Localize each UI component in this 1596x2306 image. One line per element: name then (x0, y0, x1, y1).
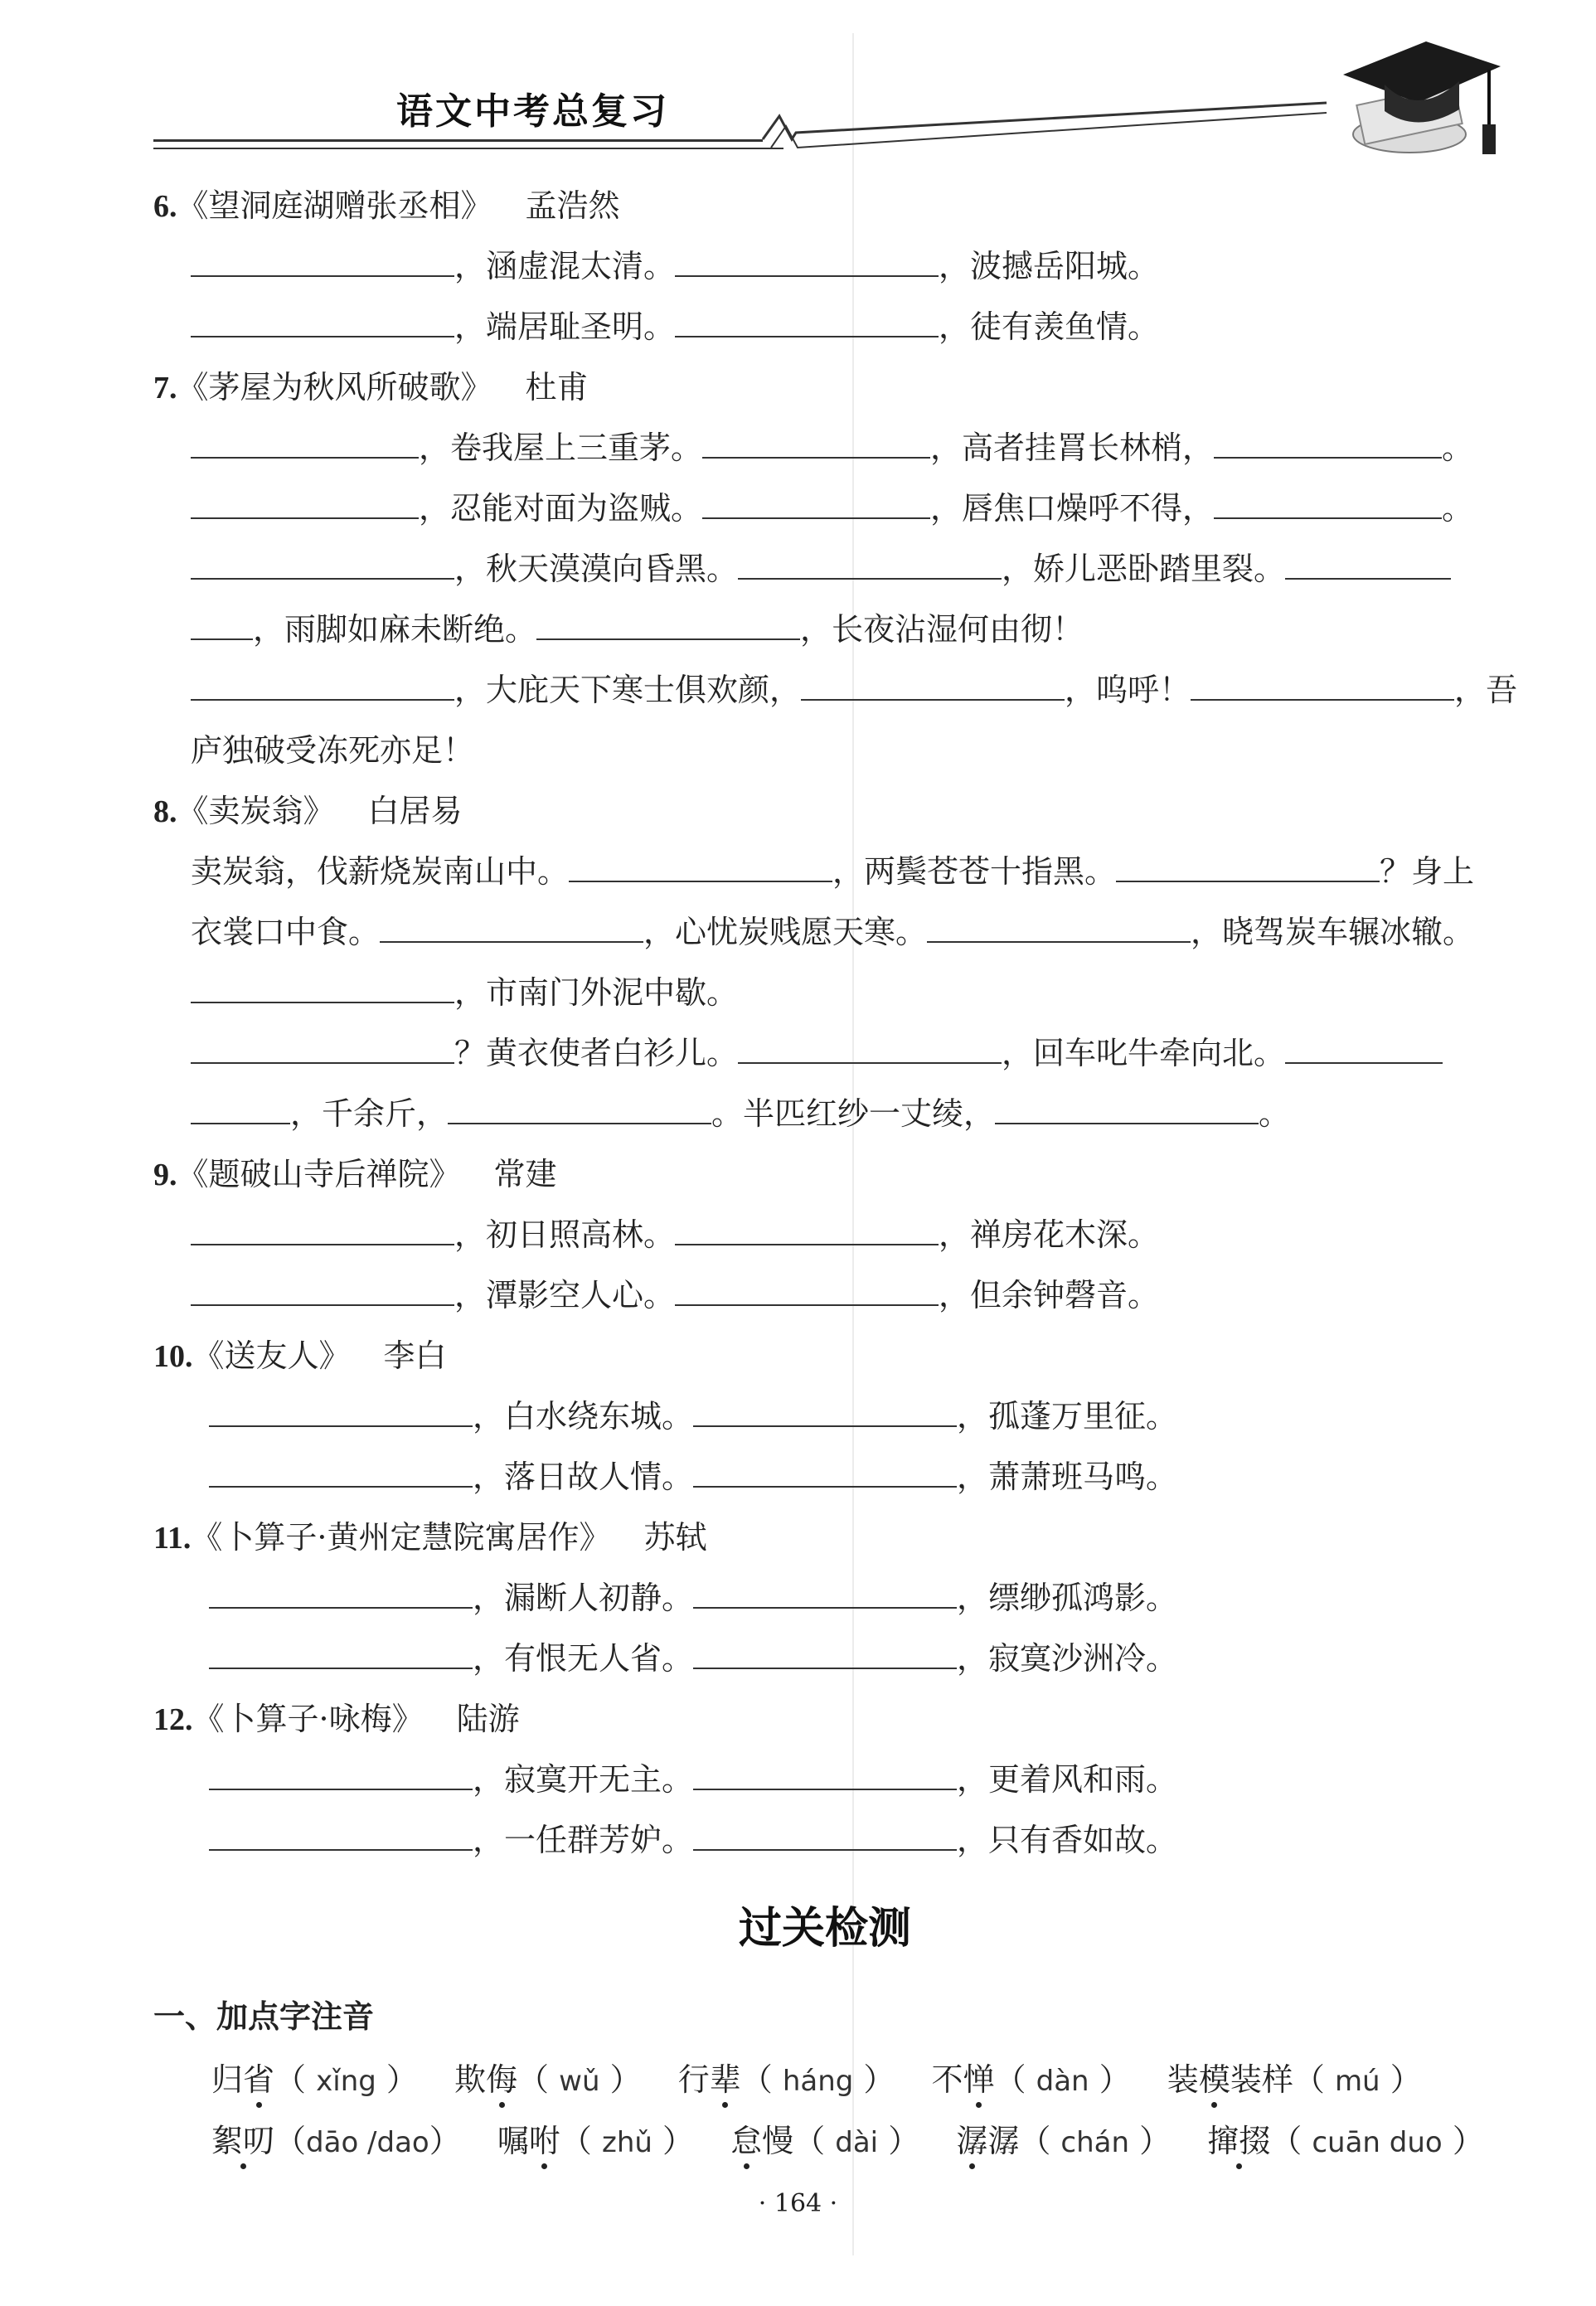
verse-text: ，徒有羡鱼情。 (939, 308, 1160, 345)
verse-text: ，忍能对面为盗贼。 (419, 490, 703, 527)
verse-text: ，娇儿恶卧踏里裂。 (1002, 551, 1286, 587)
verse-text: ，端居耻圣明。 (454, 308, 676, 345)
word-part: 潺 (987, 2123, 1020, 2159)
verse-text: ，白水绕东城。 (473, 1398, 694, 1435)
poem-line (153, 1629, 1497, 1689)
word-part: 慢 (762, 2123, 794, 2159)
verse-text: ，更着风和雨。 (957, 1761, 1178, 1798)
answer-blank[interactable] (191, 247, 454, 277)
pinyin-answer: wǔ (559, 2065, 600, 2098)
answer-blank[interactable] (693, 1397, 957, 1427)
poem-line (153, 963, 1497, 1023)
answer-blank[interactable] (1191, 671, 1454, 701)
answer-blank[interactable] (191, 973, 454, 1003)
poem-heading (153, 1507, 1497, 1568)
poem-line (153, 842, 1497, 902)
verse-text: ，落日故人情。 (473, 1459, 694, 1495)
word-part: 装样 (1230, 2061, 1293, 2098)
verse-text: ，孤蓬万里征。 (957, 1398, 1178, 1435)
poem-line (153, 902, 1497, 963)
poem-7 (153, 357, 1518, 781)
pinyin-item: 嘱咐（ zhǔ ） (497, 2123, 695, 2159)
poem-line (153, 1023, 1497, 1084)
poem-title: 《望洞庭湖赠张丞相》 (177, 187, 492, 224)
dotted-char: 惮 (963, 2061, 995, 2098)
dotted-char: 模 (1198, 2061, 1230, 2098)
verse-text: 。 (1442, 430, 1474, 466)
pinyin-answer: dàn (1036, 2065, 1089, 2098)
verse-text: ，缥缈孤鸿影。 (957, 1580, 1178, 1616)
answer-blank[interactable] (693, 1458, 957, 1488)
answer-blank[interactable] (675, 247, 939, 277)
answer-blank[interactable] (1214, 489, 1442, 519)
answer-blank[interactable] (191, 1034, 454, 1064)
content (153, 176, 1518, 2172)
dotted-char: 絮叨 (211, 2123, 275, 2159)
answer-blank[interactable] (1214, 429, 1442, 459)
verse-text: 卖炭翁，伐薪烧炭南山中。 (191, 853, 570, 890)
dotted-char: 撺掇 (1207, 2123, 1271, 2159)
poem-line (153, 478, 1497, 539)
answer-blank[interactable] (191, 1216, 454, 1245)
pinyin-item: 怠慢（ dài ） (730, 2123, 920, 2159)
verse-text: 衣裳口中食。 (191, 914, 381, 950)
verse-text: ，晓驾炭车辗冰辙。 (1191, 914, 1475, 950)
header-rule (153, 139, 763, 142)
verse-text: ，回车叱牛牵向北。 (1002, 1035, 1286, 1071)
poem-line (153, 418, 1497, 478)
answer-blank[interactable] (675, 308, 939, 337)
verse-text: 庐独破受冻死亦足！ (191, 732, 475, 769)
poem-author: 陆游 (456, 1701, 520, 1737)
verse-text: ，卷我屋上三重茅。 (419, 430, 703, 466)
poem-number: 10. (153, 1339, 193, 1374)
answer-blank[interactable] (209, 1397, 473, 1427)
poem-line (153, 1810, 1497, 1871)
poem-heading (153, 1144, 1497, 1205)
answer-blank[interactable] (1285, 550, 1451, 580)
dotted-char: 辈 (709, 2061, 741, 2098)
answer-blank[interactable] (536, 610, 800, 640)
poem-line (153, 297, 1497, 357)
pinyin-item: 装模装样（ mú ） (1167, 2061, 1422, 2098)
poem-title: 《卜算子·黄州定慧院寓居作》 (191, 1519, 611, 1556)
poem-line (153, 1265, 1497, 1326)
word-part: 嘱 (497, 2123, 529, 2159)
pinyin-item: 潺潺（ chán ） (956, 2123, 1172, 2159)
verse-text: ，涵虚混太清。 (454, 248, 676, 284)
pinyin-answer: mú (1334, 2065, 1380, 2098)
answer-blank[interactable] (693, 1639, 957, 1669)
answer-blank[interactable] (995, 1095, 1259, 1124)
poem-8 (153, 781, 1497, 1144)
poem-10 (153, 1326, 1497, 1507)
poem-line (153, 660, 1518, 721)
verse-text: 。 (1259, 1095, 1291, 1132)
pinyin-answer: zhǔ (601, 2126, 652, 2159)
answer-blank[interactable] (569, 852, 832, 882)
verse-text: ，一任群芳妒。 (473, 1822, 694, 1858)
poem-line (153, 236, 1497, 297)
poem-9 (153, 1144, 1497, 1326)
verse-text: ，寂寞开无主。 (473, 1761, 694, 1798)
pinyin-item: 絮叨（dāo /dao） (211, 2123, 461, 2159)
verse-text: ，波撼岳阳城。 (939, 248, 1160, 284)
verse-text: ，初日照高林。 (454, 1216, 676, 1253)
verse-text: ，禅房花木深。 (939, 1216, 1160, 1253)
pinyin-item: 不惮（ dàn ） (931, 2061, 1131, 2098)
poem-line (153, 1205, 1497, 1265)
word-part: 行 (677, 2061, 710, 2098)
poem-line (153, 1447, 1497, 1507)
poem-title: 《茅屋为秋风所破歌》 (177, 369, 492, 405)
poem-author: 苏轼 (643, 1519, 707, 1556)
poem-number: 6. (153, 189, 177, 224)
answer-blank[interactable] (191, 308, 454, 337)
verse-text: ，大庇天下寒士俱欢颜， (454, 672, 802, 708)
pinyin-answer: xǐng (316, 2065, 376, 2098)
verse-text: 。半匹红纱一丈绫， (711, 1095, 996, 1132)
answer-blank[interactable] (675, 1216, 939, 1245)
subsection-title: 一、加点字注音 (153, 1998, 375, 2035)
pinyin-row (153, 2111, 1497, 2172)
dotted-char: 怠 (730, 2123, 763, 2159)
verse-text: ，市南门外泥中歇。 (454, 974, 739, 1011)
answer-blank[interactable] (693, 1579, 957, 1609)
verse-text: ，秋天漠漠向昏黑。 (454, 551, 739, 587)
answer-blank[interactable] (693, 1821, 957, 1851)
pinyin-answer: dāo /dao (306, 2126, 429, 2159)
verse-text: ，呜呼！ (1065, 672, 1191, 708)
section-title: 过关检测 (738, 1905, 911, 1953)
answer-blank[interactable] (191, 429, 419, 459)
poem-heading (153, 357, 1497, 418)
dotted-char: 潺 (956, 2123, 988, 2159)
poem-title: 《卖炭翁》 (177, 793, 335, 829)
header-rule-secondary (153, 148, 783, 149)
answer-blank[interactable] (209, 1639, 473, 1669)
header-ribbon-decoration (746, 83, 1376, 166)
verse-text: ？黄衣使者白衫儿。 (454, 1035, 739, 1071)
poem-heading (153, 781, 1497, 842)
pinyin-item: 撺掇（ cuān duo ） (1207, 2123, 1484, 2159)
pinyin-answer: háng (782, 2065, 854, 2098)
poem-title: 《题破山寺后禅院》 (177, 1156, 461, 1192)
answer-blank[interactable] (1285, 1034, 1443, 1064)
verse-text: ，萧萧班马鸣。 (957, 1459, 1178, 1495)
poem-line (153, 1750, 1497, 1810)
poem-line (153, 1568, 1497, 1629)
answer-blank[interactable] (191, 1276, 454, 1306)
verse-text: ，千余斤， (290, 1095, 449, 1132)
poem-line (153, 600, 1497, 660)
poem-title: 《卜算子·咏梅》 (192, 1701, 424, 1737)
answer-blank[interactable] (209, 1821, 473, 1851)
graduation-cap-icon (1327, 35, 1509, 167)
poem-author: 孟浩然 (525, 187, 620, 224)
page-number: · 164 · (758, 2189, 838, 2218)
poem-line (153, 1386, 1497, 1447)
verse-text: ，吾 (1454, 672, 1518, 708)
verse-text: 。 (1442, 490, 1474, 527)
verse-text: ，有恨无人省。 (473, 1640, 694, 1677)
answer-blank[interactable] (702, 429, 930, 459)
pinyin-item: 欺侮（ wǔ ） (454, 2061, 642, 2098)
verse-text: ？身上 (1380, 853, 1475, 890)
answer-blank[interactable] (448, 1095, 711, 1124)
poem-11 (153, 1507, 1497, 1689)
pinyin-answer: chán (1060, 2126, 1130, 2159)
answer-blank[interactable] (380, 913, 643, 943)
answer-blank[interactable] (191, 671, 454, 701)
poem-title: 《送友人》 (192, 1337, 351, 1374)
poem-number: 7. (153, 371, 177, 405)
verse-text: ，只有香如故。 (957, 1822, 1178, 1858)
dotted-char: 咐 (528, 2123, 560, 2159)
poem-heading (153, 1689, 1497, 1750)
verse-text: ，潭影空人心。 (454, 1277, 676, 1313)
header-title: 语文中考总复习 (396, 90, 669, 133)
answer-blank[interactable] (209, 1760, 473, 1790)
poem-12 (153, 1689, 1497, 1871)
answer-blank[interactable] (702, 489, 930, 519)
poem-heading (153, 176, 1497, 236)
poem-number: 8. (153, 794, 177, 829)
poem-author: 常建 (493, 1156, 557, 1192)
answer-blank[interactable] (209, 1458, 473, 1488)
word-part: 装 (1167, 2061, 1199, 2098)
answer-blank[interactable] (738, 550, 1002, 580)
pinyin-answer: dài (835, 2126, 879, 2159)
verse-text: ，但余钟磬音。 (939, 1277, 1160, 1313)
verse-text: ，雨脚如麻未断绝。 (253, 611, 537, 648)
word-part: 归 (211, 2061, 244, 2098)
verse-text: ，长夜沾湿何由彻！ (800, 611, 1084, 648)
verse-text: ，唇焦口燥呼不得， (930, 490, 1215, 527)
poem-author: 李白 (383, 1337, 447, 1374)
poem-line (153, 539, 1497, 600)
page-number-value: 164 (774, 2189, 822, 2218)
pinyin-item: 归省（ xǐng ） (211, 2061, 418, 2098)
answer-blank[interactable] (738, 1034, 1002, 1064)
poem-line (153, 721, 1497, 781)
poem-author: 杜甫 (525, 369, 589, 405)
answer-blank[interactable] (675, 1276, 939, 1306)
poem-author: 白居易 (367, 793, 463, 829)
word-part: 不 (931, 2061, 963, 2098)
pinyin-answer: cuān duo (1312, 2126, 1443, 2159)
poem-number: 9. (153, 1158, 177, 1192)
answer-blank[interactable] (191, 1095, 290, 1124)
answer-blank[interactable] (801, 671, 1065, 701)
verse-text: ，高者挂罥长林梢， (930, 430, 1215, 466)
answer-blank[interactable] (191, 610, 253, 640)
verse-text: ，两鬓苍苍十指黑。 (832, 853, 1117, 890)
answer-blank[interactable] (191, 550, 454, 580)
poem-6 (153, 176, 1497, 357)
verse-text: ，寂寞沙洲冷。 (957, 1640, 1178, 1677)
answer-blank[interactable] (927, 913, 1191, 943)
poem-number: 11. (153, 1521, 192, 1556)
pinyin-row (153, 2050, 1497, 2111)
answer-blank[interactable] (1116, 852, 1380, 882)
word-part: 欺 (454, 2061, 487, 2098)
pinyin-item: 行辈（ háng ） (677, 2061, 895, 2098)
dotted-char: 侮 (486, 2061, 518, 2098)
answer-blank[interactable] (693, 1760, 957, 1790)
poem-line (153, 1084, 1497, 1144)
poem-number: 12. (153, 1702, 193, 1737)
answer-blank[interactable] (191, 489, 419, 519)
verse-text: ，心忧炭贱愿天寒。 (643, 914, 928, 950)
answer-blank[interactable] (209, 1579, 473, 1609)
verse-text: ，漏断人初静。 (473, 1580, 694, 1616)
poem-heading (153, 1326, 1497, 1386)
dotted-char: 省 (243, 2061, 275, 2098)
